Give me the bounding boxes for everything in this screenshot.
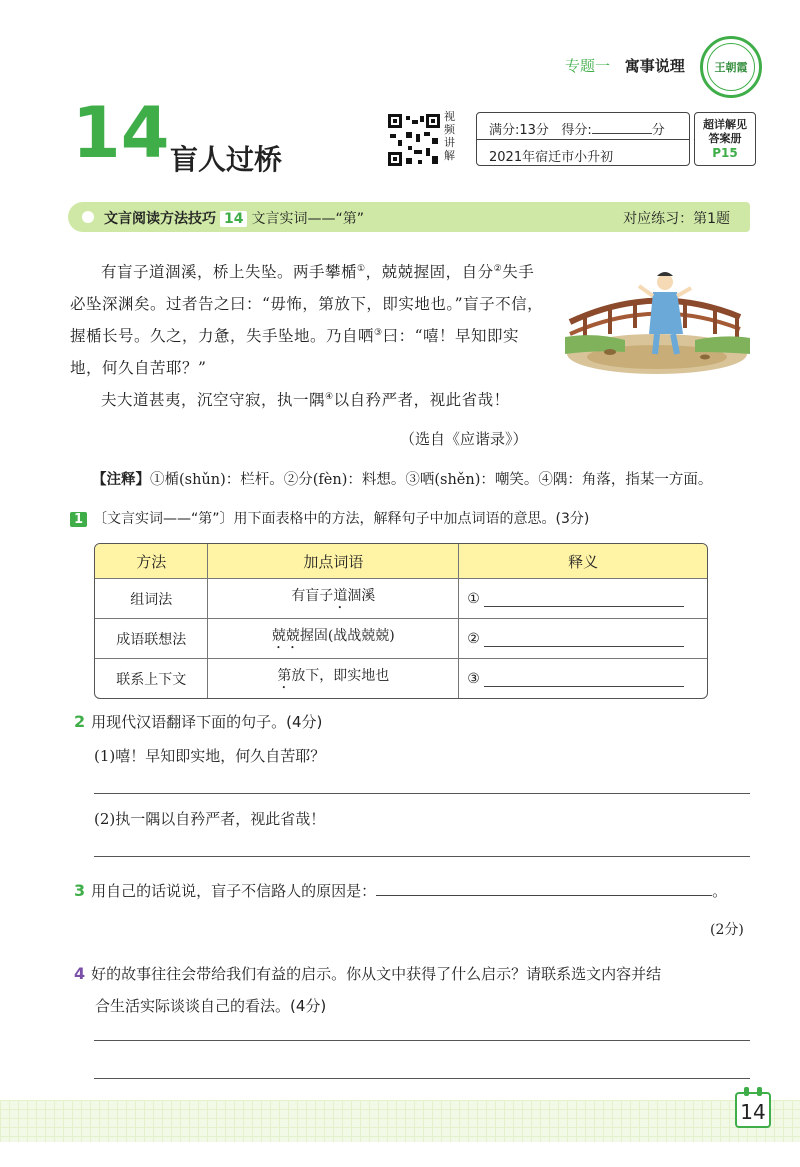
- score-box: [476, 112, 690, 166]
- answer-ref-line1: 超详解见: [703, 118, 747, 131]
- lesson-title: 盲人过桥: [170, 143, 283, 176]
- method-label: 文言阅读方法技巧: [104, 211, 216, 227]
- method-banner: [68, 202, 750, 232]
- answer-ref-line2: 答案册: [708, 132, 742, 145]
- topic-label: 专题一: [565, 57, 611, 75]
- brand-seal-text: 王朝霞: [714, 61, 748, 74]
- answer-line[interactable]: [94, 793, 750, 794]
- answer-cell[interactable]: ②: [459, 619, 707, 659]
- table-row: [95, 659, 707, 698]
- question-2-number: 2: [74, 712, 86, 731]
- table-header-method: 方法: [95, 544, 208, 579]
- passage-source: （选自《应谐录》）: [400, 430, 528, 448]
- question-3-points: (2分): [710, 922, 744, 938]
- question-4-text-2: 合生活实际谈谈自己的看法。(4分): [95, 997, 327, 1015]
- question-1-text: 〔文言实词——“第”〕用下面表格中的方法，解释句子中加点词语的意思。(3分): [93, 511, 590, 527]
- answer-page: P15: [712, 146, 738, 160]
- table-header-phrase: 加点词语: [208, 544, 459, 579]
- exam-source: 2021年宿迁市小升初: [489, 150, 614, 165]
- topic-header: [565, 55, 685, 76]
- question-4-text-1: 好的故事往往会带给我们有益的启示。你从文中获得了什么启示？请联系选文内容并结: [91, 965, 662, 983]
- score-label: 得分:: [561, 123, 592, 138]
- topic-name: 寓事说理: [624, 57, 685, 75]
- brand-seal-logo: [700, 36, 762, 98]
- answer-line[interactable]: [94, 1078, 750, 1079]
- answer-blank[interactable]: [376, 881, 712, 896]
- qr-code-icon[interactable]: [386, 112, 442, 168]
- passage-para-1: 有盲子道涸溪，桥上失坠。两手攀楯①，兢兢握固，自分②失手必坠深渊矣。过者告之曰：“毋怖，第放下，即实地也。”盲子不信，握楯长号。久之，力惫，失手坠地。乃自哂③曰：“嘻！早知即实地，何久自苦耶？”: [70, 263, 544, 377]
- method-sub: 文言实词——“第”: [251, 211, 364, 227]
- question-3-end: 。: [712, 882, 728, 900]
- lesson-number: 14: [72, 92, 170, 174]
- answer-reference: [694, 112, 756, 166]
- answer-cell[interactable]: ③: [459, 659, 707, 698]
- table-row: [95, 619, 707, 659]
- question-4: [74, 958, 764, 1022]
- vocabulary-table: [94, 543, 708, 699]
- answer-line[interactable]: [94, 1040, 750, 1041]
- table-row: [95, 579, 707, 619]
- question-1: [70, 508, 589, 528]
- notes: [92, 468, 772, 489]
- question-2-part-1: (1)嘻！早知即实地，何久自苦耶？: [94, 747, 326, 765]
- qr-video-label: 视频讲解: [444, 110, 455, 162]
- question-2-part-2: (2)执一隅以自矜严者，视此省哉！: [94, 810, 326, 828]
- question-1-number: 1: [70, 512, 87, 527]
- question-3: [74, 880, 764, 901]
- answer-line[interactable]: [94, 856, 750, 857]
- phrase-cell: 有盲子道涸溪: [208, 579, 459, 619]
- table-header-row: [95, 544, 707, 579]
- footer-band: [0, 1100, 800, 1142]
- notes-text: ①楯(shǔn)：栏杆。②分(fèn)：料想。③哂(shěn)：嘲笑。④隅：角落，指某一方面。: [150, 472, 713, 488]
- blind-man-bridge-illustration: [565, 262, 750, 374]
- question-4-number: 4: [74, 964, 86, 983]
- score-unit: 分: [651, 123, 665, 138]
- method-number: 14: [220, 211, 247, 227]
- method-cell: 联系上下文: [95, 659, 208, 698]
- answer-cell[interactable]: ①: [459, 579, 707, 619]
- method-cell: 组词法: [95, 579, 208, 619]
- table-header-meaning: 释义: [459, 544, 707, 579]
- phrase-cell: 第放下，即实地也: [208, 659, 459, 698]
- question-3-number: 3: [74, 881, 86, 900]
- question-2: [74, 711, 322, 732]
- bullet-icon: [82, 211, 94, 223]
- classical-passage: [70, 256, 550, 416]
- question-2-text: 用现代汉语翻译下面的句子。(4分): [91, 713, 323, 731]
- question-3-text: 用自己的话说说，盲子不信路人的原因是：: [91, 882, 377, 900]
- score-blank[interactable]: [592, 121, 652, 134]
- passage-para-2: 夫大道甚夷，沉空守寂，执一隅④以自矜严者，视此省哉！: [101, 391, 510, 409]
- notes-label: 【注释】: [92, 472, 150, 488]
- full-score: 满分:13分: [489, 123, 549, 138]
- method-cell: 成语联想法: [95, 619, 208, 659]
- phrase-cell: 兢兢握固(战战兢兢): [208, 619, 459, 659]
- page-number: 14: [735, 1092, 771, 1128]
- practice-ref: 对应练习：第1题: [623, 211, 730, 227]
